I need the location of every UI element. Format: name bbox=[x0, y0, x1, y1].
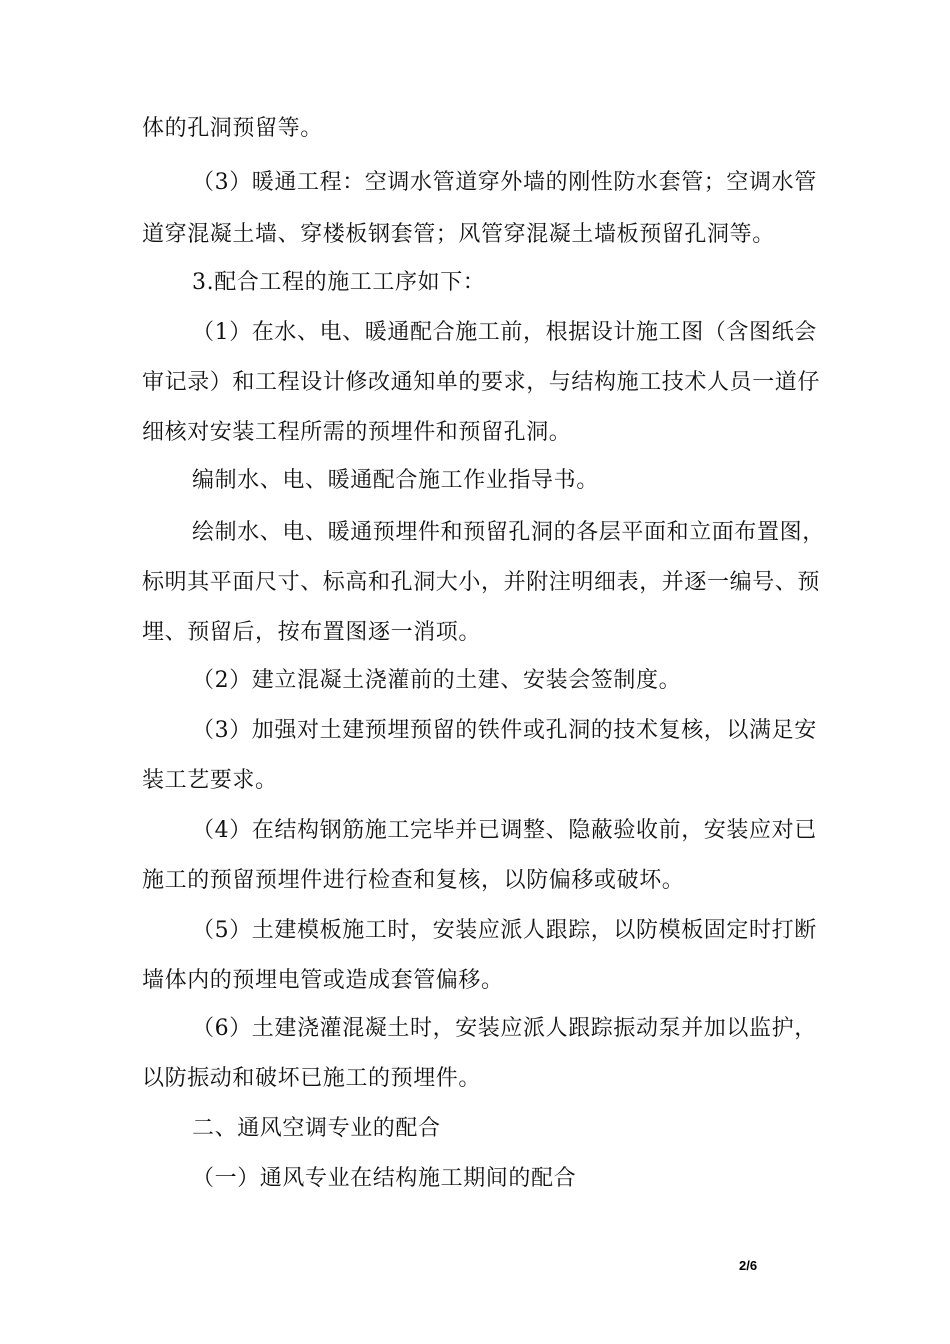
text-line: （2）建立混凝土浇灌前的土建、安装会签制度。 bbox=[192, 668, 682, 693]
text-line: 道穿混凝土墙、穿楼板钢套管；风管穿混凝土墙板预留孔洞等。 bbox=[142, 222, 775, 247]
text-line: （6）土建浇灌混凝土时，安装应派人跟踪振动泵并加以监护， bbox=[192, 1016, 817, 1041]
text-line: 施工的预留预埋件进行检查和复核，以防偏移或破坏。 bbox=[142, 868, 685, 893]
section-heading: 二、通风空调专业的配合 bbox=[192, 1116, 441, 1141]
text-line: 以防振动和破坏已施工的预埋件。 bbox=[142, 1066, 482, 1091]
text-line: 墙体内的预埋电管或造成套管偏移。 bbox=[142, 968, 504, 993]
text-line: 细核对安装工程所需的预埋件和预留孔洞。 bbox=[142, 420, 572, 445]
page-number: 2/6 bbox=[739, 1258, 758, 1273]
text-line: 埋、预留后，按布置图逐一消项。 bbox=[142, 620, 482, 645]
subsection-heading: （一）通风专业在结构施工期间的配合 bbox=[192, 1166, 577, 1191]
text-line: （5）土建模板施工时，安装应派人跟踪，以防模板固定时打断 bbox=[192, 918, 817, 943]
text-line: 审记录）和工程设计修改通知单的要求，与结构施工技术人员一道仔 bbox=[142, 370, 821, 395]
text-line: （4）在结构钢筋施工完毕并已调整、隐蔽验收前，安装应对已 bbox=[192, 818, 817, 843]
text-line: 装工艺要求。 bbox=[142, 768, 278, 793]
text-line: 3.配合工程的施工工序如下： bbox=[192, 270, 486, 295]
text-line: （3）暖通工程：空调水管道穿外墙的刚性防水套管；空调水管 bbox=[192, 170, 817, 195]
text-line: 标明其平面尺寸、标高和孔洞大小，并附注明细表，并逐一编号、预 bbox=[142, 570, 821, 595]
text-line: 编制水、电、暖通配合施工作业指导书。 bbox=[192, 468, 599, 493]
text-line: （1）在水、电、暖通配合施工前，根据设计施工图（含图纸会 bbox=[192, 320, 817, 345]
text-line: （3）加强对土建预埋预留的铁件或孔洞的技术复核，以满足安 bbox=[192, 718, 817, 743]
text-line: 绘制水、电、暖通预埋件和预留孔洞的各层平面和立面布置图， bbox=[192, 520, 825, 545]
text-line: 体的孔洞预留等。 bbox=[142, 116, 323, 141]
